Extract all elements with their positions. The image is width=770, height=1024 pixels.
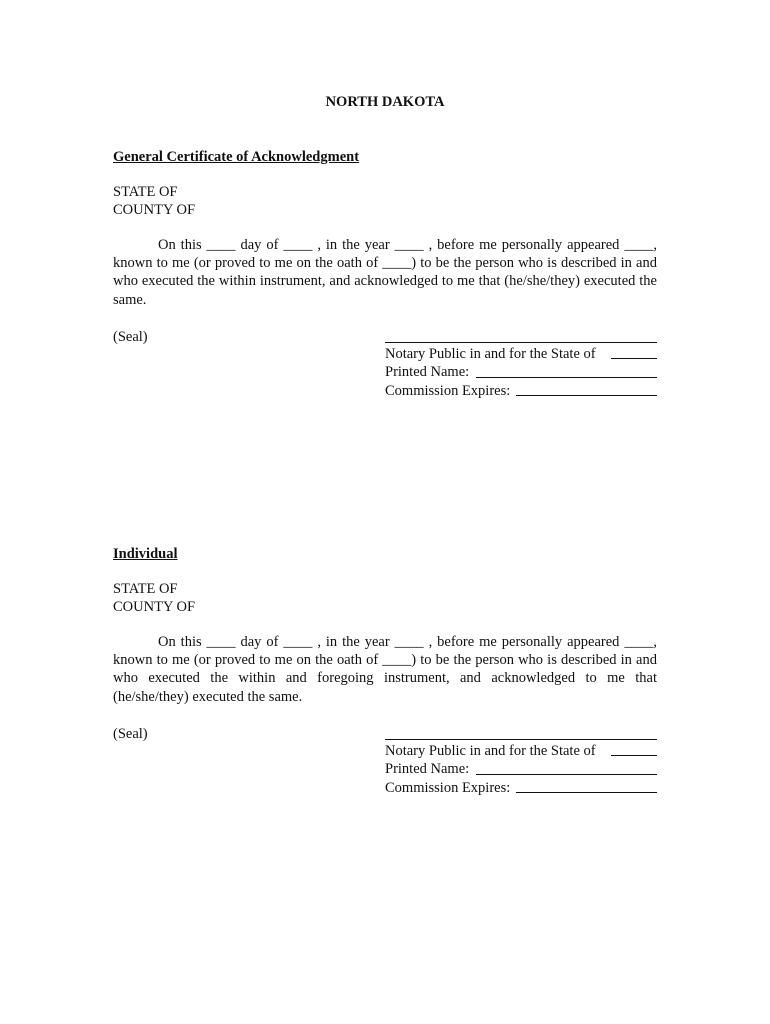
section-general-certificate	[113, 148, 657, 399]
signature-block	[385, 342, 657, 400]
printed-name-blank	[476, 762, 657, 775]
commission-expires-label: Commission Expires:	[385, 779, 511, 796]
section-individual	[113, 545, 657, 796]
acknowledgment-paragraph: On this ____ day of ____ , in the year ____ , before me personally appeared ____, known to me (or proved to me on the oath of ____) to be the person who is described in and who executed the within instrument, and acknowledged to me that (he/she/they) executed the same.	[113, 237, 657, 308]
printed-name-label: Printed Name:	[385, 761, 470, 778]
commission-expires-line	[385, 779, 657, 797]
document-title: NORTH DAKOTA	[325, 94, 445, 110]
commission-expires-label: Commission Expires:	[385, 382, 511, 399]
state-label: STATE OF	[113, 184, 178, 200]
notary-state-label: Notary Public in and for the State of	[385, 346, 596, 362]
seal-label: (Seal)	[113, 329, 148, 345]
county-label: COUNTY OF	[113, 202, 196, 218]
county-label: COUNTY OF	[113, 599, 196, 615]
commission-expires-blank	[516, 780, 657, 793]
notary-state-line	[385, 742, 657, 760]
printed-name-blank	[476, 365, 657, 378]
notary-state-line	[385, 345, 657, 363]
notary-state-label: Notary Public in and for the State of	[385, 743, 596, 759]
acknowledgment-paragraph: On this ____ day of ____ , in the year ____ , before me personally appeared ____, known to me (or proved to me on the oath of ____) to be the person who is described in and who executed the within and foregoing instrument, and acknowledged to me that (he/she/they) executed the same.	[113, 634, 657, 705]
commission-expires-blank	[516, 383, 657, 396]
printed-name-line	[385, 363, 657, 381]
commission-expires-line	[385, 382, 657, 400]
state-label: STATE OF	[113, 581, 178, 597]
printed-name-label: Printed Name:	[385, 364, 470, 381]
section-heading: General Certificate of Acknowledgment	[113, 149, 360, 165]
signature-block	[385, 739, 657, 797]
printed-name-line	[385, 760, 657, 778]
seal-label: (Seal)	[113, 726, 148, 742]
signature-line	[385, 739, 657, 740]
section-heading: Individual	[113, 546, 178, 562]
notary-state-blank	[611, 346, 657, 359]
signature-line	[385, 342, 657, 343]
notary-state-blank	[611, 743, 657, 756]
